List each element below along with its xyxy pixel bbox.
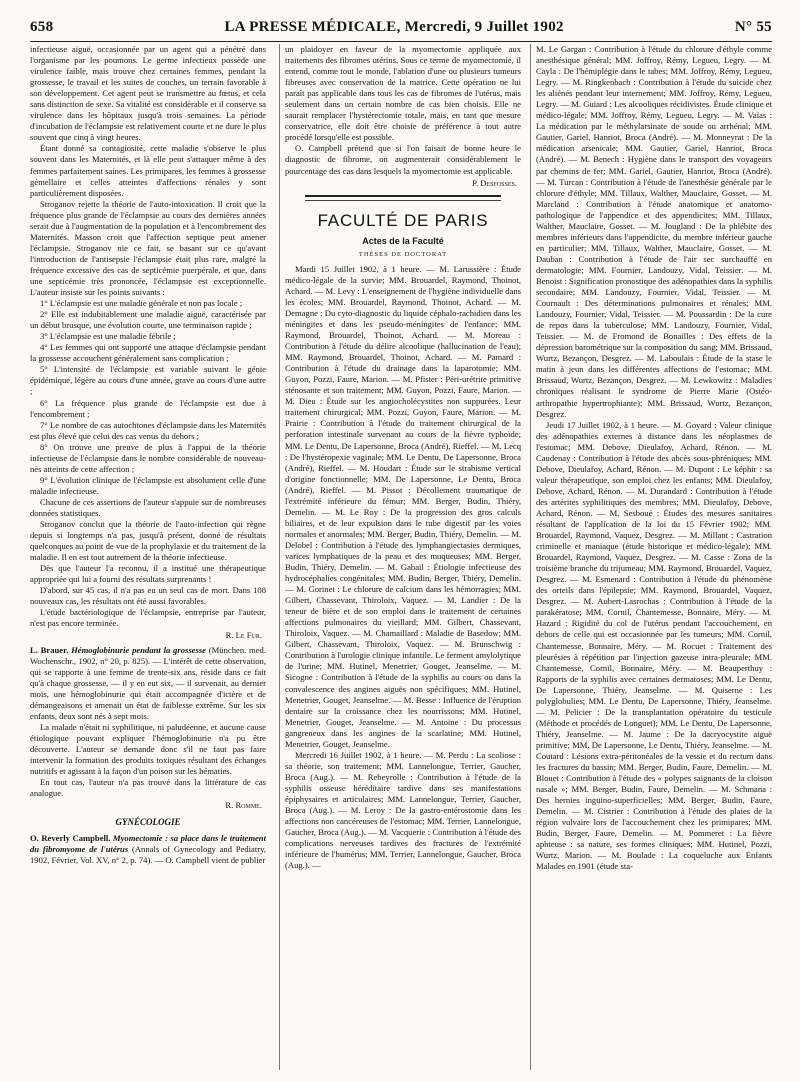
thesis-schedule: Mercredi 16 Juillet 1902, à 1 heure. — M. Perdu : La scoliose : sa théorie, son traitement; MM. Lannelongue, Terrier, Gaucher, Broca (Aug.). — M. Rebeyrolle : Contribution à l'étude de la syphilis osseuse héréditaire tardive dans ses manifestations épiphysaires et articulaires; MM. Lannelongue, Terrier, Gaucher, Broca (Aug.). — M. Leroy : De la gastro-entérostomie dans les affections non cancéreuses de l'estomac; MM. Terrier, Lannelongue, Gaucher, Broca (Aug.). — M. Vacquerie : Contribution à l'étude des complications nerveuses tardives des fractures de l'extrémité inférieure de l'humérus; MM. Terrier, Lannelongue, Gaucher, Broca (Aug.). — [285, 749, 521, 871]
list-item: 5° L'intensité de l'éclampsie est variable suivant le génie épidémique, légère au cours d'une année, grave au cours d'une autre ; [30, 364, 266, 397]
list-item: 8° On trouve une preuve de plus à l'appui de la théorie infectieuse de l'éclampsie dans le nombre considérable de nouveau-nés atteints de cette affection ; [30, 441, 266, 474]
thesis-schedule: M. Le Gargan : Contribution à l'étude du chlorure d'éthyle comme anesthésique général; MM. Joffroy, Rémy, Legueu, Legry. — M. Cayla : De l'hémiplégie dans le tabes; MM. Joffroy, Rémy, Legueu, Legry. — M. Ringkenbach : Contribution à l'étude du suicide chez les aliénés pendant leur internement; MM. Joffroy, Rémy, Legueu, Legry. — M. Guiard : Les alcooliques récidivistes. Étude clinique et médico-légale; MM. Joffroy, Rémy, Legueu, Legry. — M. Vaïas : La médication par le méthylarsinate de soude ou arrhénal; MM. Gautier, Gariel, Hanriot, Broca (André). — M. Monneyrat : De la médication arsenicale; MM. Gautier, Gariel, Hanriot, Broca (André). — M. Benech : Hygiène dans le transport des voyageurs par chemins de fer; MM. Gariel, Gautier, Hanriot, Broca (André). — M. Turcan : Contribution à l'étude de l'anesthésie générale par le chlorure d'éthyle; MM. Tillaux, Walther, Mauclaire, Gosset. — M. Marcland : Contribution à l'étude anatomique et anatomo-pathologique de l'appendice et des appendicites; MM. Tillaux, Walther, Mauclaire, Gosset. — M. Jougland : De la phlébite des membres inférieurs dans l'appendicite, du membre inférieur gauche en particulier; MM. Tillaux, Walther, Mauclaire, Gosset. — M. Dauban : Contribution à l'étude de l'air sec surchauffé en dermatologie; MM. Fournier, Landouzy, Vidal, Teissier. — M. Benoist : Signification pronostique des adénopathies dans la syphilis secondaire; MM. Landouzy, Fournier, Vidal, Teissier. — M. Cournault : Des déterminations pulmonaires et rénales; MM. Landouzy, Fournier, Vidal, Teissier. — M. Poussardin : De la cure de repos dans la tuberculose; MM. Landouzy, Fournier, Vidal, Teissier. — M. de Fromond de Bonailles : Des effets de la dépression barométrique sur la composition du sang; MM. Brissaud, Wurtz, Bezançon, Desgrez. — M. Laboulais : Étude de la stase le matin à jeun dans les différentes affections de l'estomac; MM. Brissaud, Wurtz, Bezançon, Desgrez. — M. Lewkowitz : Maladies chroniques réalisant le syndrome de Pierre Marie (Ostéo-arthropathie hypertrophiante); MM. Brissaud, Wurtz, Bezançon, Desgrez. [536, 44, 772, 419]
article-title: Hémoglobinurie pendant la grossesse [71, 644, 206, 655]
subsection-heading: Actes de la Faculté [362, 235, 444, 246]
list-item: 7° Le nombre de cas autochtones d'éclampsie dans les Maternités est plus élevé que celui des cas venus du dehors ; [30, 419, 266, 441]
paragraph: La malade n'était ni syphilitique, ni paludéenne, et aucune cause étiologique pouvant expliquer l'hémoglobinurie n'a pu être découverte. L'auteur se demande donc s'il ne faut pas faire intervenir la formation des produits toxiques résultant des échanges nutritifs et agissant à la façon d'un poison sur les hématies. [30, 721, 266, 777]
list-item: 3° L'éclampsie est une maladie fébrile ; [40, 331, 176, 342]
paragraph: Stroganov rejette la théorie de l'auto-intoxication. Il croit que la fréquence plus grande de l'éclampsie au cours des dernières années serait due à l'augmentation de la population et à l'encombrement des Maternités. Masson croit que l'affection septique peut amener l'éclampsie. Stroganov nie ce fait, se basant sur ce qu'avant l'introduction de l'antisepsie l'éclampsie était plus rare, malgré la fréquence excessive des cas de septicémie puerpérale, et que, dans une septicémie très prononcée, l'éclampsie est exceptionnelle. L'auteur insiste sur les points suivants : [30, 198, 266, 298]
paragraph: Chacune de ces assertions de l'auteur s'appuie sur de nombreuses données statistiques. [30, 496, 266, 518]
column-divider [530, 44, 531, 1070]
list-item: 9° L'évolution clinique de l'éclampsie est absolument celle d'une maladie infectieuse. [30, 474, 266, 496]
paragraph: Étant donné sa contagiosité, cette maladie s'observe le plus souvent dans les Maternités, et là elle peut s'attaquer même à des femmes parfaitement saines. Les primipares, les femmes à grossesse gémellaire et celles atteintes d'affections rénales y sont particulièrement disposées. [30, 143, 266, 198]
column-3 [536, 44, 772, 1070]
paragraph: Dès que l'auteur l'a reconnu, il a institué une thérapeutique appropriée qui lui a fourni des résultats surprenants ! [30, 563, 266, 585]
author-signature: R. Le Fur. [225, 630, 262, 641]
page-header [30, 14, 772, 40]
paragraph: infectieuse aiguë, occasionnée par un agent qui a pénétré dans l'organisme par les poumons. Le germe infectieux possède une virulence faible, mais trouve chez certaines femmes, pendant la grossesse, le travail et les suites de couches, un terrain favorable à son développement. Cet agent peut se transmettre au fœtus, et cela sans distinction de sexe. Sa vitalité est considérable et il conserve sa virulence dans les hôpitaux jusqu'à trois semaines. La période d'incubation de l'éclampsie est relativement courte et ne dure le plus souvent que cinq à vingt heures. [30, 44, 266, 143]
paragraph: O. Campbell prétend que si l'on faisait de bonne heure le diagnostic de fibrome, on augmenterait considérablement le pourcentage des cas dans lesquels la myomectomie est applicable. [285, 143, 521, 176]
subsection-label: THÈSES DE DOCTORAT [358, 250, 448, 258]
article-reference: (Annals of Gynecology and Pediatry, 1902, Février, Vol. XV, n° 2, p. 74). — O. Campbell vient de publier [30, 844, 266, 866]
article-title: Myomectomie : sa place dans le traitement du fibromyome de l'utérus [30, 833, 266, 855]
faculty-title: FACULTÉ DE PARIS [317, 210, 489, 230]
paragraph: L'étude bactériologique de l'éclampsie, entreprise par l'auteur, n'est pas encore terminée. [30, 607, 266, 629]
list-item: 1° L'éclampsie est une maladie générale et non pas locale ; [40, 298, 243, 309]
paragraph: D'abord, sur 45 cas, il n'a pas eu un seul cas de mort. Dans 108 nouveaux cas, les résultats ont été aussi favorables. [30, 585, 266, 607]
paragraph: En tout cas, l'auteur n'a pas trouvé dans la littérature de cas analogue. [30, 777, 266, 799]
article-heading [30, 645, 266, 722]
list-item: 6° La fréquence plus grande de l'éclampsie est due à l'encombrement ; [30, 397, 266, 419]
article-author: O. Reverly Campbell. [30, 833, 111, 844]
column-divider [279, 44, 280, 1070]
list-item: 4° Les femmes qui ont supporté une attaque d'éclampsie pendant la grossesse accouchent généralement sans complication ; [30, 342, 266, 364]
author-signature: P. Desfosses. [472, 177, 517, 188]
section-rule [305, 195, 501, 197]
author-signature: R. Romme. [225, 800, 262, 811]
section-rule [305, 200, 501, 201]
issue-date: Mercredi, 9 Juillet 1902 [404, 18, 564, 35]
header-rule [30, 41, 772, 42]
thesis-schedule: Mardi 15 Juillet 1902, à 1 heure. — M. Larussière : Étude médico-légale de la survie; MM. Brouardel, Raymond, Thoinot, Achard. — M. Levy : L'enseignement de l'hygiène individuelle dans les écoles; MM. Brouardel, Raymond, Thoinot, Achard. — M. Demagne : Du cyto-diagnostic du liquide céphalo-rachidien dans les méningites et dans les pseudo-méningites de l'enfance; MM. Raymond, Brouardel, Thoinot, Achard. — M. Moreau : Contribution à l'étude du délire alcoolique (hallucination de l'eau); MM. Raymond, Brouardel, Thoinot, Achard. — M. Pamard : Contribution à l'étude du drainage dans la laparotomie; MM. Guyon, Pozzi, Faure, Marion. — M. Pfister : Péri-urétrite primitive sténosante et son traitement; MM. Guyon, Pozzi, Faure, Marion. — M. Dieu : Étude sur les angiocholécystites non suppurées. Leur traitement chirurgical; MM. Pozzi, Guyon, Faure, Marion. — M. Prairie : Contribution à l'étude du traitement chirurgical de la perforation intestinale survenant au cours de la fièvre typhoïde; MM. Le Dentu, De Lapersonne, Broca (André), Rieffel. — M. Lecq : De l'hystéropexie vaginale; MM. Le Dentu, De Lapersonne, Broca (André), Rieffel. — M. Houdart : Étude sur le strabisme vertical d'origine fonctionnelle; MM. De Lapersonne, Le Dentu, Broca (André), Rieffel. — M. Pissot : Décollement traumatique de l'extrémité inférieure du fémur; MM. Berger, Budin, Thiéry, Demelin. — M. Le Roy : De la progression des gros calculs biliaires, et de leur expulsion dans le tube digestif par les voies normales et anormales; MM. Berger, Budin, Thiéry, Demelin. — M. Delobel : Contribution à l'étude des lymphangiectasies dermiques, varices lymphatiques de la peau et des muqueuses; MM. Berger, Budin, Thiéry, Demelin. — M. Gabail : Étiologie infectieuse des hydrocéphalies congénitales; MM. Budin, Berger, Thiéry, Demelin. — M. Gorinet : Le chlorure de calcium dans les hémorragies; MM. Gilbert, Chassevant, Thiroloix, Vaquez. — M. Landier : De la teneur de bière et de son emploi dans le traitement de certaines affections pulmonaires du vieillard; MM. Gilbert, Chassevant, Thiroloix, Vaquez. — M. Chamaillard : Maladie de Basedow; MM. Gilbert, Chassevant, Thiroloix, Vaquez. — M. Brunschwig : Contribution à l'urologie clinique infantile. Le ferment amylolytique de l'urine; MM. Hutinel, Menetrier, Gouget, Jeanselme. — M. Sicogne : Contribution à l'étude de la syphilis au cours ou dans la convalescence des angines aiguës non spécifiques; MM. Hutinel, Menetrier, Gouget, Jeanselme. — M. Besse : Influence de l'éruption dentaire sur la croissance chez les nourrissons; MM. Hutinel, Menetrier, Gouget, Jeanselme. — M. Antoine : Du processus gangreneux dans les angines de la scarlatine; MM. Hutinel, Menetrier, Gouget, Jeanselme. [285, 263, 521, 749]
thesis-schedule: Jeudi 17 Juillet 1902, à 1 heure. — M. Goyard : Valeur clinique des adénopathies externes à distance dans les néoplasmes de l'estomac; MM. Debove, Dieulafoy, Achard, Rénon. — M. Caudenay : Contribution à l'étude des abcès sous-phréniques; MM. Debove, Dieulafoy, Achard, Rénon. — M. Dupont : Le képhir : sa valeur thérapeutique, son emploi chez les enfants; MM. Dieulafoy, Debove, Achard, Rénon. — M. Durandard : Contribution à l'étude des artérites syphilitiques des membres; MM. Dieulafoy, Debove, Achard, Rénon. — M. Sesboué : Études des mesures sanitaires résultant de l'application de la loi du 15 Février 1902; MM. Brouardel, Raymond, Vaquez, Desgrez. — M. Millant : Castration criminelle et maniaque (étude historique et médico-légale); MM. Brouardel, Raymond, Vaquez, Desgrez. — M. Casse : Zona de la troisième branche du trijumeau; MM. Raymond, Brouardel, Vaquez, Desgrez. — M. Esmenard : Contribution à l'étude du phénomène des orteils dans l'épilepsie; MM. Raymond, Brouardel, Vaquez, Desgrez. — M. Aubert-Lasrochas : Contribution à l'étude de la parakératose; MM. Cornil, Chantemesse, Bonnaire, Méry. — M. Hazard : Rigidité du col de l'utérus pendant l'accouchement, en dehors de celle qui est occasionnée par les tumeurs; MM. Cornil, Chantemesse, Bonnaire, Méry. — M. Rocuet : Traitement des pleurésies à répétition par l'injection gazeuse intra-pleurale; MM. Chantemesse, Cornil, Bonnaire, Méry. — M. Beauperthuy : Rapports de la syphilis avec certaines dermatoses; MM. Le Dentu, De Lapersonne, Thiéry, Jeanselme. — M. Quiserne : Les polyglobulies; MM. Le Dentu, De Lapersonne, Thiéry, Jeanselme. — M. Pelicier : De la transplantation opératoire du testicule (Méthode et procédés de Longuet); MM. Le Dentu, De Lapersonne, Thiéry, Jeanselme. — M. Jaume : De la dacryocystite aiguë primitive; MM. De Lapersonne, Le Dentu, Thiéry, Jeanselme. — M. Coutard : Lésions extra-péritonéales de la vessie et du rectum dans les fractures du bassin; MM. Berger, Budin, Faure, Demelin. — M. Blouet : Contribution à l'étude des « polypes saignants de la cloison nasale »; MM. Berger, Budin, Faure, Demelin. — M. Schmana : Des hernies inguino-superficielles; MM. Berger, Budin, Faure, Demelin. — M. Cistrier : Contribution à l'étude des plaies de la région vulvaire lors de l'accouchement chez les primipares; MM. Budin, Berger, Faure, Demelin. — M. Pommeret : La fièvre aphteuse : sa nature, ses formes cliniques; MM. Hutinel, Pozzi, Wurtz, Marion. — M. Boulade : La coqueluche aux Enfants Malades en 1901 (étude sta- [536, 419, 772, 872]
column-2 [285, 44, 521, 1070]
column-1 [30, 44, 266, 1070]
list-item: 2° Elle est indubitablement une maladie aiguë, caractérisée par un début brusque, une évolution courte, une terminaison rapide ; [30, 309, 266, 331]
section-heading: GYNÉCOLOGIE [115, 817, 181, 828]
paragraph: un plaidoyer en faveur de la myomectomie appliquée aux traitements des fibromes utérins. Sous ce terme de myomectomie, il entend, comme tout le monde, l'ablation d'une ou plusieurs tumeurs fibreuses avec conservation de la matrice. Cette opération ne lui paraît pas applicable dans tous les cas de fibromes de l'utérus, mais seulement dans un certain nombre de cas bien choisis. Elle ne saurait remplacer l'hystérectomie totale, mais, en tant que mesure conservatrice, elle doit être choisie de préférence à tout autre procédé lorsqu'elle est possible. [285, 44, 521, 143]
page-number: 658 [30, 18, 54, 35]
journal-masthead [224, 19, 563, 36]
journal-name: LA PRESSE MÉDICALE, [224, 18, 401, 35]
article-heading [30, 833, 266, 866]
article-author: L. Brauer. [30, 644, 69, 655]
issue-number: N° 55 [734, 18, 772, 35]
paragraph: Stroganov conclut que la théorie de l'auto-infection qui règne depuis si longtemps n'a pas, jusqu'à présent, donné de résultats quelconques au point de vue de la prophylaxie et du traitement de la maladie. Il en est tout autrement de la théorie infectieuse. [30, 519, 266, 563]
article-reference: (München. med. Wochenschr., 1902, n° 20, p. 825). — L'intérêt de cette observation, qui se rapporte à une femme de trente-six ans, réside dans ce fait qu'à chaque grossesse, — il y en eut six, — il survenait, au dernier mois, une hémoglobinurie qui était accompagnée d'ictère et de démangeaisons et amenait un état de faiblesse extrême. Sur les six enfants, deux sont nés à sept mois. [30, 644, 266, 721]
